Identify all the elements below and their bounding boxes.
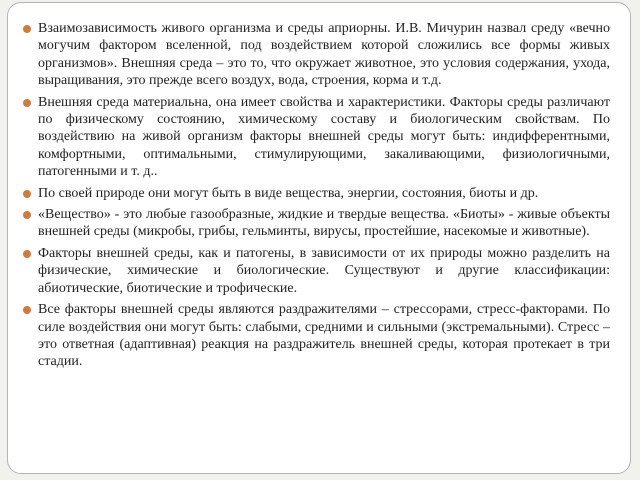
bullet-item [38,206,610,241]
bullet-item [38,301,610,371]
bullet-list [38,20,610,375]
bullet-dot-icon [23,99,31,107]
slide-frame [7,2,631,474]
bullet-text: Взаимозависимость живого организма и среды априорны. И.В. Мичурин назвал среду «вечно могучим фактором вселенной, под воздействием которой сложились все формы живых организмов». Внешняя среда – это то, что окружает животное, это условия содержания, ухода, выращивания, это прежде всего воздух, вода, строения, корма и т.д. [38,21,610,89]
bullet-item [38,20,610,90]
bullet-text: «Вещество» - это любые газообразные, жидкие и твердые вещества. «Биоты» - живые объекты внешней среды (микробы, грибы, гельминты, вирусы, простейшие, насекомые и животные). [38,207,610,240]
bullet-dot-icon [23,25,31,33]
bullet-item [38,245,610,297]
bullet-dot-icon [23,306,31,314]
bullet-text: Все факторы внешней среды являются раздражителями – стрессорами, стресс-факторами. По силе воздействия они могут быть: слабыми, средними и сильными (экстремальными). Стресс – это ответная (адаптивная) реакция на раздражитель внешней среды, которая протекает в три стадии. [38,302,610,370]
bullet-text: По своей природе они могут быть в виде вещества, энергии, состояния, биоты и др. [38,185,539,201]
bullet-item [38,94,610,181]
bullet-text: Внешняя среда материальна, она имеет свойства и характеристики. Факторы среды различают по физическому состоянию, химическому составу и биологическим свойствам. По воздействию на живой организм факторы внешней среды могут быть: индифферентными, комфортными, оптимальными, стимулирующими, закаливающими, физиологичными, патогенными и т. д.. [38,94,610,180]
bullet-dot-icon [23,211,31,219]
bullet-item [38,185,610,202]
bullet-dot-icon [23,190,31,198]
bullet-dot-icon [23,250,31,258]
bullet-text: Факторы внешней среды, как и патогены, в зависимости от их природы можно разделить на физические, химические и биологические. Существуют и другие классификации: абиотические, биотические и трофические. [38,245,610,296]
